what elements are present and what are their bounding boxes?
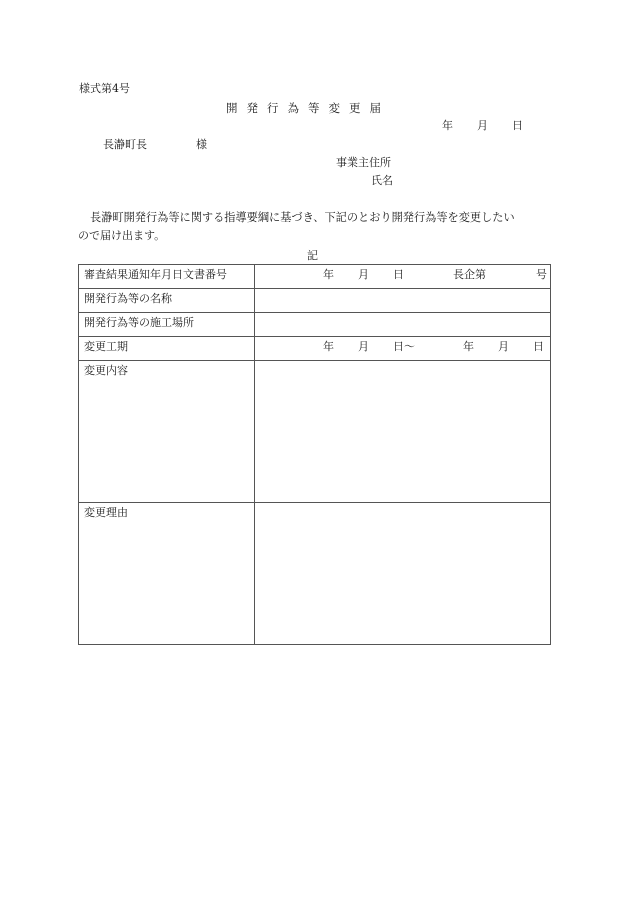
applicant-name-label: 氏名 — [371, 174, 393, 187]
row-label: 開発行為等の施工場所 — [79, 313, 255, 337]
row-label: 変更工期 — [79, 337, 255, 361]
notice-day: 日 — [393, 268, 404, 281]
notice-month: 月 — [358, 268, 369, 281]
notice-prefix: 長企第 — [453, 268, 486, 281]
period-end-year: 年 — [463, 340, 474, 353]
change-reason-cell[interactable] — [255, 503, 551, 645]
table-row — [79, 337, 551, 361]
changed-period-cell[interactable] — [255, 337, 551, 361]
body-text-line1: 長瀞町開発行為等に関する指導要綱に基づき、下記のとおり開発行為等を変更したい — [90, 211, 515, 224]
date-day: 日 — [512, 119, 523, 132]
period-end-month: 月 — [498, 340, 509, 353]
change-content-cell[interactable] — [255, 361, 551, 503]
row-label: 変更理由 — [79, 503, 255, 645]
table-row — [79, 313, 551, 337]
body-text-line2: ので届け出ます。 — [78, 229, 166, 242]
row-label: 開発行為等の名称 — [79, 289, 255, 313]
construction-location-cell[interactable] — [255, 313, 551, 337]
honorific: 様 — [196, 138, 207, 151]
period-start-month: 月 — [358, 340, 369, 353]
table-row — [79, 503, 551, 645]
table-row — [79, 265, 551, 289]
document-title: 開発行為等変更届 — [226, 101, 390, 115]
form-number: 様式第4号 — [79, 82, 130, 95]
period-start-day: 日〜 — [393, 340, 415, 353]
row-label: 変更内容 — [79, 361, 255, 503]
date-year: 年 — [442, 119, 453, 132]
addressee: 長瀞町長 — [103, 138, 147, 151]
period-end-day: 日 — [533, 340, 544, 353]
development-name-cell[interactable] — [255, 289, 551, 313]
applicant-address-label: 事業主住所 — [336, 156, 391, 169]
row-label: 審査結果通知年月日文書番号 — [79, 265, 255, 289]
period-start-year: 年 — [323, 340, 334, 353]
table-row — [79, 289, 551, 313]
table-row — [79, 361, 551, 503]
notice-year: 年 — [323, 268, 334, 281]
notice-date-cell[interactable] — [255, 265, 551, 289]
form-table — [78, 264, 551, 645]
date-month: 月 — [477, 119, 488, 132]
notice-suffix: 号 — [536, 268, 547, 281]
ki-heading: 記 — [307, 249, 318, 262]
